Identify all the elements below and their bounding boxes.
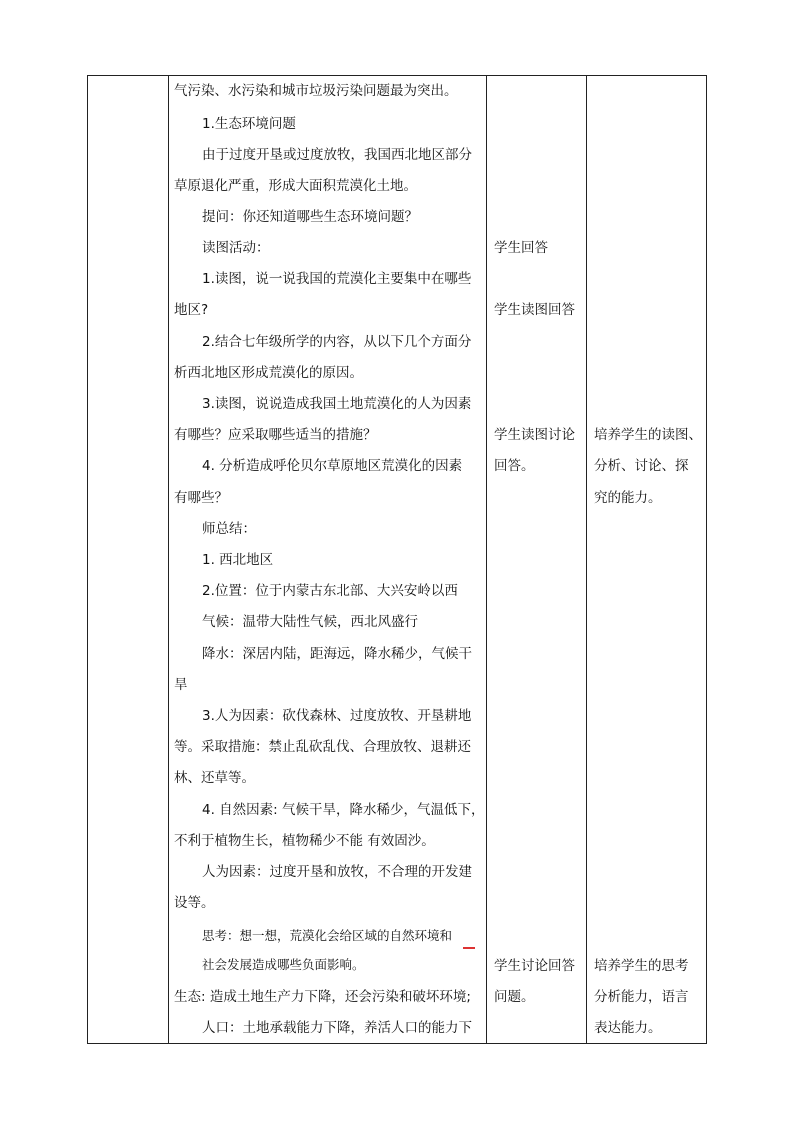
column-divider [168,76,169,1043]
design-intent-line: 究的能力。 [594,490,662,506]
main-text-line: 1. 西北地区 [202,552,274,568]
main-text-line: 降水：深居内陆，距海远，降水稀少，气候干 [202,646,472,662]
red-underline-mark [463,947,475,949]
main-text-line: 有哪些？应采取哪些适当的措施？ [174,427,377,443]
main-text-line: 社会发展造成哪些负面影响。 [202,957,365,972]
main-text-line: 读图活动： [202,240,270,256]
main-text-line: 等。采取措施：禁止乱砍乱伐、合理放牧、退耕还 [174,739,471,755]
main-text-line: 1.生态环境问题 [202,116,296,132]
design-intent-line: 表达能力。 [594,1020,662,1036]
design-intent-line: 培养学生的思考 [594,958,689,974]
main-text-line: 设等。 [174,895,215,911]
main-text-line: 人为因素：过度开垦和放牧，不合理的开发建 [202,864,472,880]
main-text-line: 由于过度开垦或过度放牧，我国西北地区部分 [202,147,472,163]
student-activity-line: 问题。 [494,989,535,1005]
main-text-line: 4. 自然因素: 气候干旱，降水稀少，气温低下， [202,802,485,818]
main-text-line: 旱 [174,677,188,693]
main-text-line: 生态: 造成土地生产力下降，还会污染和破坏环境; [174,989,471,1005]
design-intent-line: 分析、讨论、探 [594,458,689,474]
student-activity-line: 学生回答 [494,240,548,256]
main-text-line: 林、还草等。 [174,770,255,786]
main-text-line: 析西北地区形成荒漠化的原因。 [174,365,363,381]
main-text-line: 气污染、水污染和城市垃圾污染问题最为突出。 [174,83,458,99]
design-intent-line: 分析能力，语言 [594,989,689,1005]
main-text-line: 提问：你还知道哪些生态环境问题？ [202,209,418,225]
main-text-line: 不利于植物生长，植物稀少不能 有效固沙。 [174,833,435,849]
main-text-line: 人口：土地承载能力下降，养活人口的能力下 [202,1020,472,1036]
main-text-line: 2.位置：位于内蒙古东北部、大兴安岭以西 [202,583,458,599]
column-divider [486,76,487,1043]
design-intent-line: 培养学生的读图、 [594,427,702,443]
main-text-line: 有哪些？ [174,490,228,506]
main-text-line: 思考：想一想，荒漠化会给区域的自然环境和 [202,928,453,943]
main-text-line: 地区? [174,302,209,318]
main-text-line: 2.结合七年级所学的内容，从以下几个方面分 [202,334,472,350]
main-text-line: 4. 分析造成呼伦贝尔草原地区荒漠化的因素 [202,458,463,474]
student-activity-line: 学生读图讨论 [494,427,575,443]
main-text-line: 师总结： [202,521,256,537]
main-text-line: 1.读图，说一说我国的荒漠化主要集中在哪些 [202,271,472,287]
main-text-line: 草原退化严重，形成大面积荒漠化土地。 [174,178,417,194]
column-divider [586,76,587,1043]
student-activity-line: 学生讨论回答 [494,958,575,974]
main-text-line: 3.人为因素：砍伐森林、过度放牧、开垦耕地 [202,708,472,724]
main-text-line: 气候：温带大陆性气候，西北风盛行 [202,614,418,630]
main-text-line: 3.读图，说说造成我国土地荒漠化的人为因素 [202,396,472,412]
student-activity-line: 学生读图回答 [494,302,575,318]
student-activity-line: 回答。 [494,458,535,474]
